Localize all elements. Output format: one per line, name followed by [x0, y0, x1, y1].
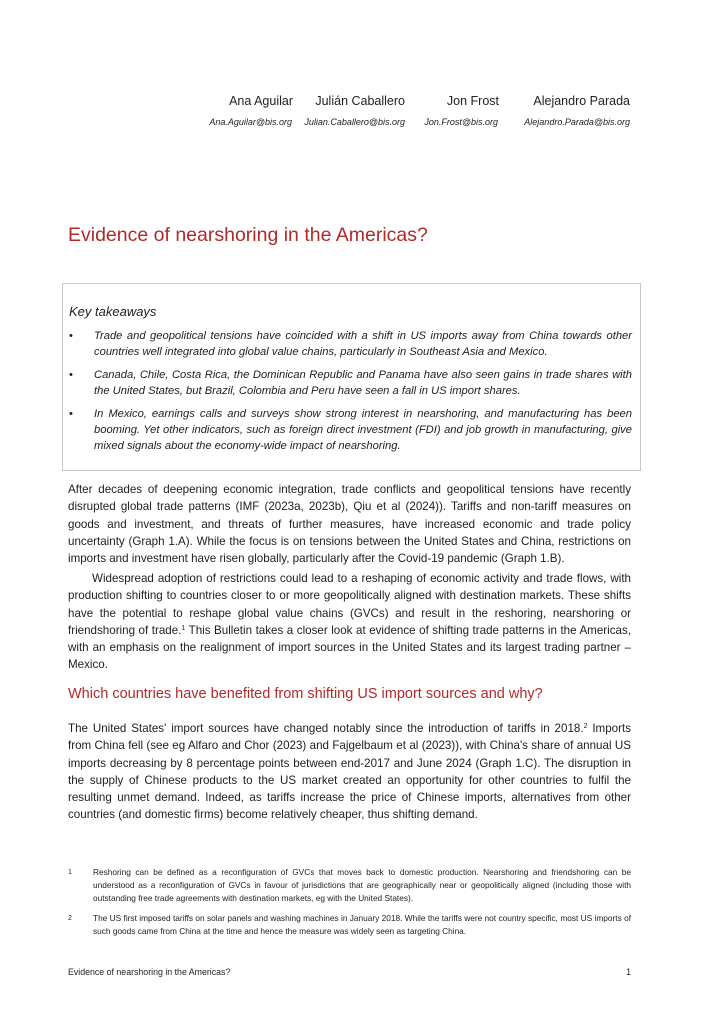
body-paragraph-import-sources [68, 720, 631, 824]
author-email-link[interactable]: Jon.Frost@bis.org [424, 117, 498, 127]
key-takeaways-box [62, 283, 641, 471]
author-names [201, 94, 630, 108]
paragraph-text: Widespread adoption of restrictions could lead to a reshaping of economic activity and trade flows, with production shifting to countries closer to or more geopolitically aligned with destination markets. These shifts have the potential to reshape global value chains (GVCs) and result in the reshoring, nearshoring or friendshoring of trade. [68, 572, 631, 637]
key-takeaway-text: In Mexico, earnings calls and surveys show strong interest in nearshoring, and manufacturing has been booming. Yet other indicators, such as foreign direct investment (FDI) and job growth in manufacturing, give mixed signals about the economy-wide impact of nearshoring. [94, 408, 632, 452]
author-email-link[interactable]: Ana.Aguilar@bis.org [209, 117, 292, 127]
paragraph-text: This Bulletin takes a closer look at evidence of shifting trade patterns in the Americas, with an emphasis on the realignment of import sources in the United States and its largest trading partner – Mexico. [68, 623, 631, 672]
body-paragraph-restrictions [68, 570, 631, 674]
footnotes [68, 866, 631, 945]
footer-title: Evidence of nearshoring in the Americas? [68, 967, 231, 977]
author-email-link[interactable]: Alejandro.Parada@bis.org [524, 117, 630, 127]
footnote-text: Reshoring can be defined as a reconfiguration of GVCs that moves back to domestic production. Nearshoring and friendshoring can be understood as a reconfiguration of GVCs in favour of jurisdictions that are geographically near or geopolitically aligned (including those with outstanding free trade agreements with destination markets, eg with the United States). [93, 867, 631, 903]
section-heading: Which countries have benefited from shifting US import sources and why? [68, 686, 543, 702]
author-emails [201, 117, 630, 127]
footnote-1 [68, 866, 631, 905]
author-name: Alejandro Parada [533, 94, 630, 108]
page-number: 1 [626, 967, 631, 977]
footnote-number: 2 [68, 915, 72, 922]
author-email-link[interactable]: Julian.Caballero@bis.org [304, 117, 405, 127]
author-name: Jon Frost [446, 94, 499, 108]
key-takeaway-text: Trade and geopolitical tensions have coincided with a shift in US imports away from China towards other countries well integrated into global value chains, particularly in Southeast Asia and Mexico. [94, 330, 632, 358]
footnote-ref-1[interactable]: 1 [181, 624, 186, 632]
paragraph-text: The United States' import sources have changed notably since the introduction of tariffs in 2018. [68, 722, 584, 735]
key-takeaway-item [69, 406, 632, 454]
document-title: Evidence of nearshoring in the Americas? [68, 224, 428, 246]
bullet-icon: • [69, 369, 73, 381]
author-name: Ana Aguilar [229, 94, 293, 108]
key-takeaways-list [69, 328, 632, 461]
bullet-icon: • [69, 330, 73, 342]
author-block [201, 94, 630, 127]
footnote-2 [68, 912, 631, 938]
body-paragraph-intro: After decades of deepening economic integration, trade conflicts and geopolitical tensions have recently disrupted global trade patterns (IMF (2023a, 2023b), Qiu et al (2024)). Tariffs and non-tariff measures on goods and investment, and threats of further measures, have increased economic and trade policy uncertainty (Graph 1.A). While the focus is on tensions between the United States and China, restrictions on imports and investment have risen globally, particularly after the Covid-19 pandemic (Graph 1.B). [68, 483, 631, 566]
key-takeaways-heading: Key takeaways [69, 304, 157, 319]
footnote-number: 1 [68, 869, 72, 876]
key-takeaway-text: Canada, Chile, Costa Rica, the Dominican Republic and Panama have also seen gains in trade shares with the United States, but Brazil, Colombia and Peru have seen a fall in US import shares. [94, 369, 632, 397]
footnote-text: The US first imposed tariffs on solar panels and washing machines in January 2018. While the tariffs were not country specific, most US imports of such goods came from China at the time and hence the measure was widely seen as targeting China. [93, 913, 631, 936]
paragraph-text: Imports from China fell (see eg Alfaro and Chor (2023) and Fajgelbaum et al (2023)), with China's share of annual US imports decreasing by 8 percentage points between end-2017 and June 2024 (Graph 1.C). The disruption in the supply of Chinese products to the US market created an opportunity for other countries to fulfil the resulting unmet demand. Indeed, as tariffs increase the price of Chinese imports, alternatives from other countries (and domestic firms) become relatively cheaper, thus shifting demand. [68, 722, 631, 822]
author-name: Julián Caballero [315, 94, 405, 108]
footnote-ref-2[interactable]: 2 [583, 723, 588, 730]
key-takeaway-item [69, 367, 632, 399]
key-takeaway-item [69, 328, 632, 360]
bullet-icon: • [69, 408, 73, 420]
